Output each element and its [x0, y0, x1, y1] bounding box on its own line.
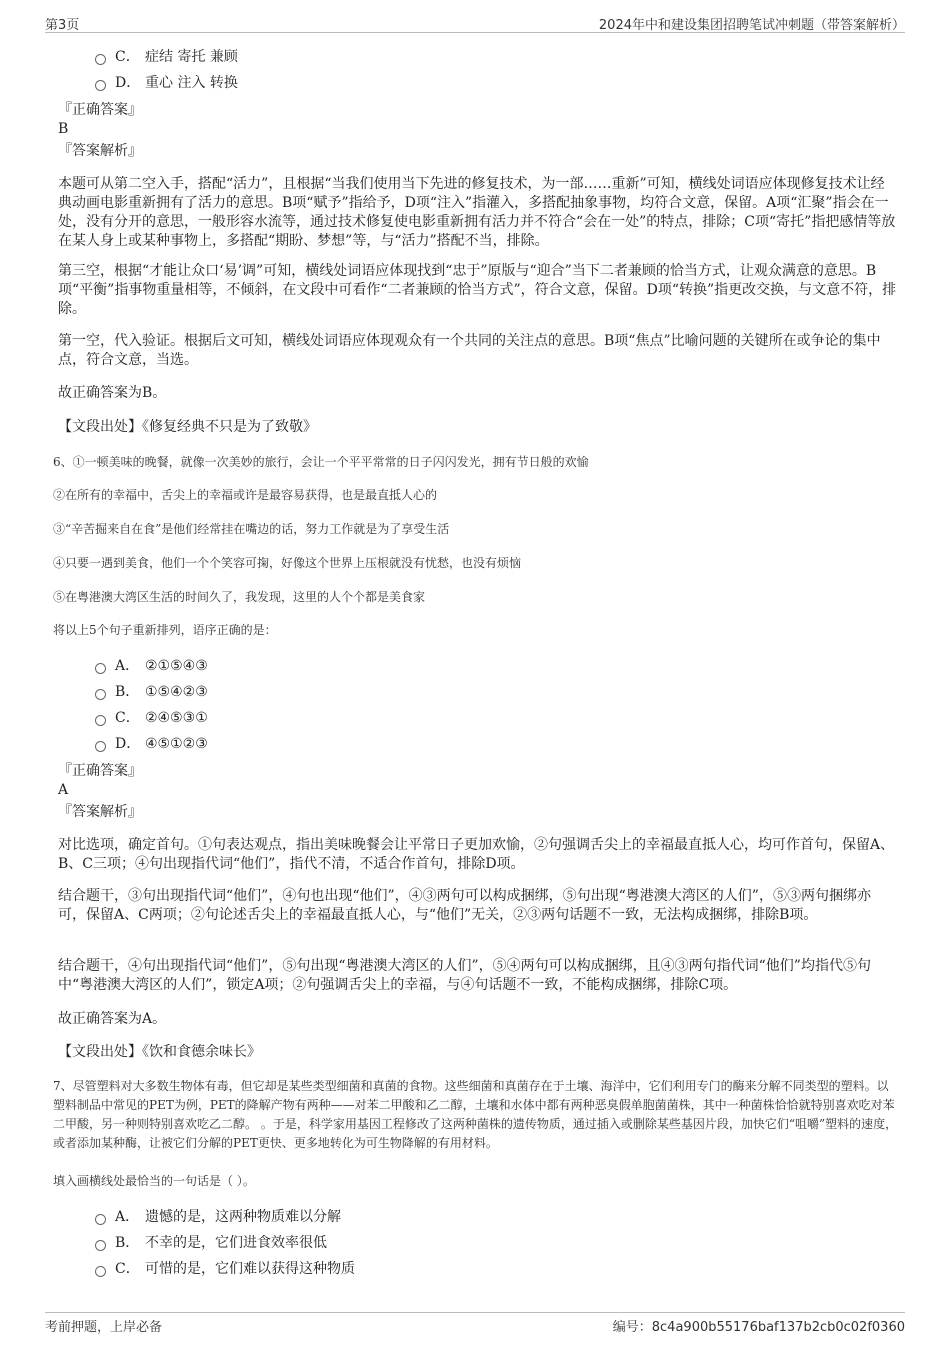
q6-option-c[interactable]: C． ②④⑤③①: [95, 709, 208, 727]
page-header: [45, 12, 905, 33]
radio-icon[interactable]: [95, 689, 106, 700]
q5-analysis-p3: 第一空，代入验证。根据后文可知，横线处词语应体现观众有一个共同的关注点的意思。B项“焦点”比喻问题的关键所在或争论的集中点，符合文意，当选。: [58, 333, 881, 368]
q5-analysis-label: 『答案解析』: [58, 143, 142, 159]
document-title: 2024年中和建设集团招聘笔试冲刺题（带答案解析）: [598, 18, 905, 33]
q5-analysis-p1: 本题可从第二空入手，搭配“活力”，且根据“当我们使用当下先进的修复技术，为一部……重新”可知，横线处词语应体现修复技术让经典动画电影重新拥有了活力的意思。B项“赋予”指给予，D项“注入”指灌入，多搭配抽象事物，均符合文意，保留。A项“汇聚”指会在一处，没有分开的意思，一般形容水流等，通过技术修复使电影重新拥有活力并不符合“会在一处”的特点，排除；C项“寄托”指把感情等放在某人身上或某种事物上，多搭配“期盼、梦想”等，与“活力”搭配不当，排除。: [58, 176, 896, 249]
q7-option-c[interactable]: C． 可惜的是，它们难以获得这种物质: [95, 1260, 355, 1278]
q6-analysis-p3: 结合题干，④句出现指代词“他们”，⑤句出现“粤港澳大湾区的人们”，⑤④两句可以构成捆绑，且④③两句指代词“他们”均指代⑤句中“粤港澳大湾区的人们”，锁定A项；②句强调舌尖上的幸福，与④句话题不一致，不能构成捆绑，排除C项。: [58, 958, 871, 993]
q6-sentence-4: ④只要一遇到美食，他们一个个笑容可掬，好像这个世界上压根就没有忧愁，也没有烦恼: [53, 556, 522, 570]
q6-sentence-2: ②在所有的幸福中，舌尖上的幸福或许是最容易获得，也是最直抵人心的: [53, 488, 438, 502]
radio-icon[interactable]: [95, 1214, 106, 1225]
q5-source: 【文段出处】《修复经典不只是为了致敬》: [58, 419, 317, 435]
q7-option-a[interactable]: A． 遗憾的是，这两种物质难以分解: [95, 1208, 341, 1226]
q5-option-c[interactable]: C． 症结 寄托 兼顾: [95, 48, 238, 66]
q6-source: 【文段出处】《饮和食德余味长》: [58, 1044, 261, 1060]
q6-prompt: 将以上5个句子重新排列，语序正确的是：: [53, 623, 277, 637]
footer-slogan: 考前押题，上岸必备: [45, 1320, 163, 1335]
radio-icon[interactable]: [95, 1240, 106, 1251]
q6-analysis-label: 『答案解析』: [58, 804, 142, 820]
radio-icon[interactable]: [95, 54, 106, 65]
radio-icon[interactable]: [95, 741, 106, 752]
q7-option-b[interactable]: B． 不幸的是，它们进食效率很低: [95, 1234, 327, 1252]
page-number: 第3页: [45, 18, 80, 33]
radio-icon[interactable]: [95, 80, 106, 91]
q6-analysis-p2: 结合题干，③句出现指代词“他们”，④句也出现“他们”，④③两句可以构成捆绑，⑤句出现“粤港澳大湾区的人们”，⑤③两句捆绑亦可，保留A、C两项；②句论述舌尖上的幸福最直抵人心，与“他们”无关，②③两句话题不一致，无法构成捆绑，排除B项。: [58, 888, 871, 923]
q6-analysis-conclusion: 故正确答案为A。: [58, 1011, 167, 1027]
q6-sentence-5: ⑤在粤港澳大湾区生活的时间久了，我发现，这里的人个个都是美食家: [53, 590, 426, 604]
q6-stem: 6、①一顿美味的晚餐，就像一次美妙的旅行，会让一个平平常常的日子闪闪发光，拥有节日般的欢愉: [53, 455, 589, 469]
radio-icon[interactable]: [95, 663, 106, 674]
q5-analysis-conclusion: 故正确答案为B。: [58, 385, 167, 401]
document-id: 编号：8c4a900b55176baf137b2cb0c02f0360: [612, 1320, 905, 1335]
q5-analysis-p2: 第三空，根据“才能让众口‘易’调”可知，横线处词语应体现找到“忠于”原版与“迎合”当下二者兼顾的恰当方式，让观众满意的意思。B项“平衡”指事物重量相等，不倾斜，在文段中可看作“二者兼顾的恰当方式”，符合文意，保留。D项“转换”指更改交换，与文意不符，排除。: [58, 263, 897, 317]
page-footer: [45, 1312, 905, 1335]
q6-answer-label: 『正确答案』: [58, 763, 142, 779]
radio-icon[interactable]: [95, 715, 106, 726]
q6-analysis-p1: 对比选项，确定首句。①句表达观点，指出美味晚餐会让平常日子更加欢愉，②句强调舌尖上的幸福最直抵人心，均可作首句，保留A、B、C三项；④句出现指代词“他们”，指代不清，不适合作首句，排除D项。: [58, 837, 895, 872]
q6-option-a[interactable]: A． ②①⑤④③: [95, 657, 208, 675]
q6-sentence-3: ③“辛苦掘来自在食”是他们经常挂在嘴边的话，努力工作就是为了享受生活: [53, 522, 450, 536]
q5-answer: B: [58, 121, 69, 137]
q6-option-d[interactable]: D． ④⑤①②③: [95, 735, 208, 753]
q7-prompt: 填入画横线处最恰当的一句话是（ ）。: [53, 1174, 255, 1188]
q5-answer-label: 『正确答案』: [58, 102, 142, 118]
q7-stem: 7、尽管塑料对大多数生物体有毒，但它却是某些类型细菌和真菌的食物。这些细菌和真菌存在于土壤、海洋中，它们利用专门的酶来分解不同类型的塑料。以塑料制品中常见的PET为例，PET的降解产物有两种——对苯二甲酸和乙二醇，土壤和水体中都有两种恶臭假单胞菌菌株，其中一种菌株恰恰就特别喜欢吃对苯二甲酸，另一种则特别喜欢吃乙二醇。 。于是，科学家用基因工程修改了这两种菌株的遗传物质，通过插入或删除某些基因片段，加快它们“咀嚼”塑料的速度，或者添加某种酶，让被它们分解的PET更快、更多地转化为可生物降解的有用材料。: [53, 1079, 898, 1150]
radio-icon[interactable]: [95, 1266, 106, 1277]
q6-option-b[interactable]: B． ①⑤④②③: [95, 683, 208, 701]
q6-answer: A: [58, 782, 69, 798]
q5-option-d[interactable]: D． 重心 注入 转换: [95, 74, 238, 92]
